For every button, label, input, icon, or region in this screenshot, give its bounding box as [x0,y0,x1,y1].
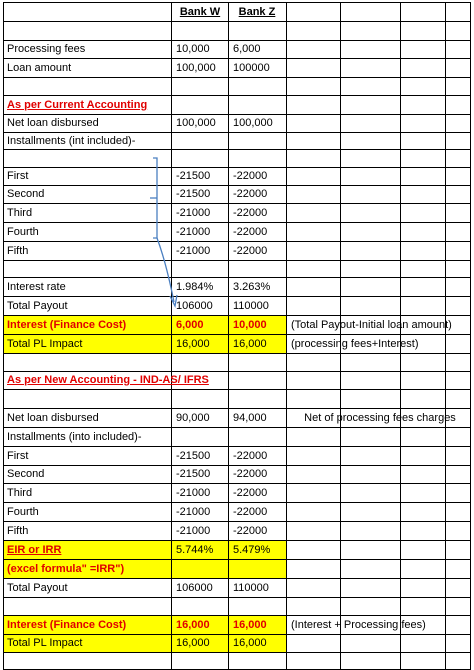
row-label: Net loan disbursed [7,412,99,424]
row-label: Total Payout [7,582,68,594]
row-label: Interest (Finance Cost) [7,619,127,631]
header-bank-z: Bank Z [238,6,276,18]
installment-label: Second [7,188,45,200]
value-bank-w: -21500 [176,170,211,182]
row-note: Net of processing fees charges [304,412,456,424]
value-bank-w: -21500 [176,188,211,200]
installment-label: Fourth [7,226,39,238]
value-bank-w: 5.744% [176,544,214,556]
value-bank-z: 16,000 [233,637,267,649]
installment-label: First [7,170,29,182]
row-label: Total Payout [7,300,68,312]
value-bank-z: 16,000 [233,619,267,631]
value-bank-w: -21000 [176,226,211,238]
value-bank-w: 100,000 [176,62,216,74]
value-bank-z: 110000 [233,300,269,312]
value-bank-z: -22000 [233,487,268,499]
value-bank-w: -21000 [176,525,211,537]
eir-label: EIR or IRR [7,544,62,556]
value-bank-z: -22000 [233,450,268,462]
value-bank-w: 16,000 [176,637,210,649]
value-bank-z: 16,000 [233,338,267,350]
row-label: Interest rate [7,281,66,293]
value-bank-z: 5.479% [233,544,271,556]
row-label: Loan amount [7,62,72,74]
value-bank-z: -22000 [233,170,268,182]
value-bank-w: 1.984% [176,281,214,293]
value-bank-z: 94,000 [233,412,267,424]
value-bank-z: -22000 [233,207,268,219]
row-note: (processing fees+Interest) [291,338,419,350]
value-bank-z: -22000 [233,188,268,200]
installment-label: Third [7,207,33,219]
row-note: (Interest + Processing fees) [291,619,426,631]
value-bank-z: 100000 [233,62,270,74]
row-label: Total PL Impact [7,338,83,350]
row-label: Installments (into included)- [7,431,142,443]
value-bank-w: -21500 [176,468,211,480]
value-bank-w: 10,000 [176,43,210,55]
grid-line-v [445,2,446,669]
row-label: Installments (int included)- [7,135,136,147]
grid-line-v [286,2,287,669]
value-bank-z: -22000 [233,525,268,537]
excel-formula-label: (excel formula" =IRR") [7,563,125,575]
grid-line-v [228,2,229,669]
value-bank-w: -21000 [176,245,211,257]
value-bank-z: -22000 [233,506,268,518]
value-bank-z: 110000 [233,582,269,594]
value-bank-w: -21000 [176,506,211,518]
value-bank-z: 10,000 [233,319,267,331]
value-bank-w: -21000 [176,487,211,499]
installment-label: First [7,450,29,462]
grid-line-v [470,2,471,669]
value-bank-w: -21500 [176,450,211,462]
section-title-current: As per Current Accounting [7,99,148,111]
row-label: Processing fees [7,43,86,55]
installment-label: Fourth [7,506,39,518]
installment-label: Fifth [7,525,29,537]
grid-line-v [3,2,4,669]
header-bank-w: Bank W [179,6,221,18]
value-bank-w: 106000 [176,582,213,594]
value-bank-z: 3.263% [233,281,271,293]
value-bank-z: -22000 [233,245,268,257]
value-bank-w: 16,000 [176,338,210,350]
value-bank-z: -22000 [233,468,268,480]
spreadsheet [3,0,471,670]
value-bank-z: 100,000 [233,117,273,129]
row-label: Interest (Finance Cost) [7,319,127,331]
installment-label: Fifth [7,245,29,257]
value-bank-w: 16,000 [176,619,210,631]
value-bank-w: 6,000 [176,319,204,331]
value-bank-w: 100,000 [176,117,216,129]
grid-line-v [171,2,172,669]
value-bank-w: 90,000 [176,412,210,424]
row-note: (Total Payout-Initial loan amount) [291,319,452,331]
row-label: Net loan disbursed [7,117,99,129]
section-title-new: As per New Accounting - IND-AS/ IFRS [7,374,209,386]
value-bank-w: 106000 [176,300,213,312]
row-label: Total PL Impact [7,637,83,649]
installment-label: Second [7,468,45,480]
value-bank-z: -22000 [233,226,268,238]
installment-label: Third [7,487,33,499]
value-bank-w: -21000 [176,207,211,219]
value-bank-z: 6,000 [233,43,261,55]
